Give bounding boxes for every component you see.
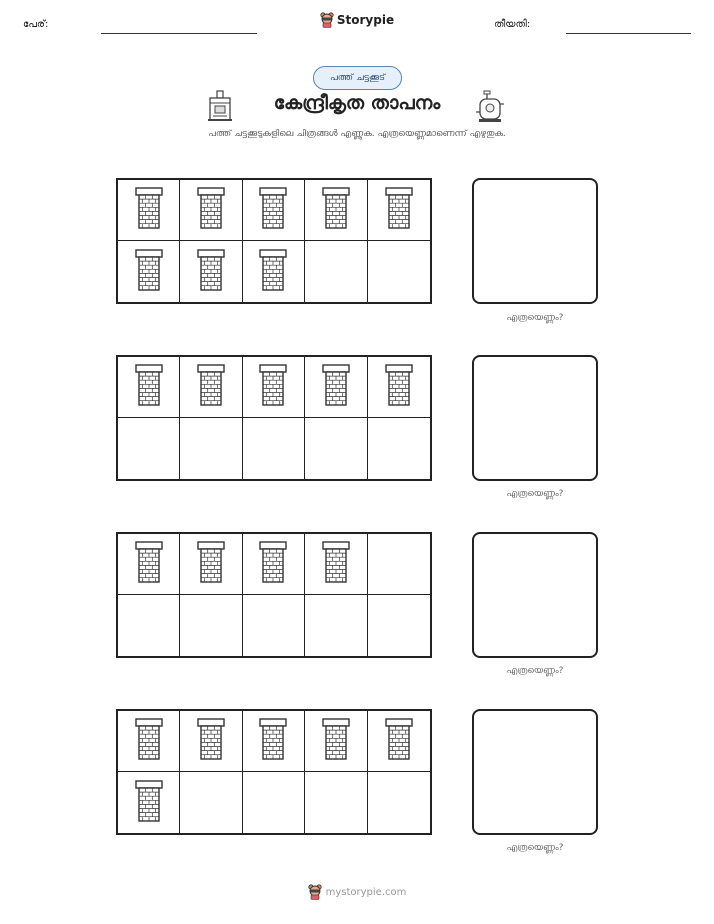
frame-cell xyxy=(305,180,367,241)
storypie-logo-icon xyxy=(320,12,334,28)
frame-cell xyxy=(243,180,305,241)
footer xyxy=(0,884,714,900)
chimney-icon xyxy=(258,186,288,234)
frame-cell xyxy=(368,534,430,595)
frame-cell xyxy=(243,711,305,772)
chimney-icon xyxy=(196,186,226,234)
frame-cell xyxy=(305,418,367,479)
chimney-icon xyxy=(258,717,288,765)
frame-cell xyxy=(180,180,242,241)
date-label: തീയതി: xyxy=(494,19,531,30)
chimney-icon xyxy=(134,779,164,827)
frame-cell xyxy=(118,357,180,418)
ten-frame-1 xyxy=(116,178,432,304)
ten-frame-3 xyxy=(116,532,432,658)
frame-cell xyxy=(368,595,430,656)
chimney-icon xyxy=(196,363,226,411)
answer-box-1[interactable] xyxy=(472,178,598,304)
frame-cell xyxy=(118,534,180,595)
frame-cell xyxy=(243,357,305,418)
topic-badge-text: പത്ത് ചട്ടക്കൂട് xyxy=(330,73,385,83)
name-field[interactable] xyxy=(101,33,257,34)
frame-cell xyxy=(243,534,305,595)
frame-cell xyxy=(368,772,430,833)
chimney-icon xyxy=(384,186,414,234)
chimney-icon xyxy=(321,363,351,411)
frame-cell xyxy=(305,711,367,772)
frame-cell xyxy=(180,711,242,772)
frame-cell xyxy=(305,772,367,833)
frame-cell xyxy=(180,772,242,833)
chimney-icon xyxy=(384,717,414,765)
chimney-icon xyxy=(134,186,164,234)
brand xyxy=(0,12,714,28)
ten-frame-2 xyxy=(116,355,432,481)
page-title: കേന്ദ്രീകൃത താപനം xyxy=(273,92,441,114)
answer-label-3: എത്രയെണ്ണം? xyxy=(506,666,564,676)
frame-cell xyxy=(118,772,180,833)
frame-cell xyxy=(305,534,367,595)
frame-cell xyxy=(305,595,367,656)
frame-cell xyxy=(180,418,242,479)
frame-cell xyxy=(118,180,180,241)
frame-cell xyxy=(180,595,242,656)
frame-cell xyxy=(118,241,180,302)
frame-cell xyxy=(368,180,430,241)
frame-cell xyxy=(243,241,305,302)
answer-label-4: എത്രയെണ്ണം? xyxy=(506,843,564,853)
chimney-icon xyxy=(258,540,288,588)
frame-cell xyxy=(368,418,430,479)
chimney-icon xyxy=(321,717,351,765)
frame-cell xyxy=(305,357,367,418)
chimney-icon xyxy=(196,248,226,296)
chimney-icon xyxy=(134,248,164,296)
answer-label-1: എത്രയെണ്ണം? xyxy=(506,313,564,323)
frame-cell xyxy=(243,418,305,479)
chimney-icon xyxy=(321,186,351,234)
ten-frame-4 xyxy=(116,709,432,835)
brand-name: Storypie xyxy=(336,13,395,27)
frame-cell xyxy=(118,595,180,656)
chimney-icon xyxy=(196,540,226,588)
chimney-icon xyxy=(134,717,164,765)
chimney-icon xyxy=(321,540,351,588)
chimney-icon xyxy=(134,363,164,411)
frame-cell xyxy=(180,241,242,302)
chimney-icon xyxy=(258,363,288,411)
frame-cell xyxy=(118,418,180,479)
frame-cell xyxy=(305,241,367,302)
frame-cell xyxy=(180,534,242,595)
chimney-icon xyxy=(196,717,226,765)
footer-url: mystorypie.com xyxy=(325,886,407,898)
answer-box-2[interactable] xyxy=(472,355,598,481)
storypie-logo-icon xyxy=(308,884,322,900)
frame-cell xyxy=(243,595,305,656)
answer-box-3[interactable] xyxy=(472,532,598,658)
frame-cell xyxy=(368,711,430,772)
chimney-icon xyxy=(134,540,164,588)
date-field[interactable] xyxy=(566,33,691,34)
name-label: പേര്: xyxy=(23,19,49,30)
title-row xyxy=(0,90,714,124)
answer-label-2: എത്രയെണ്ണം? xyxy=(506,489,564,499)
frame-cell xyxy=(118,711,180,772)
frame-cell xyxy=(368,241,430,302)
boiler-icon xyxy=(475,90,505,124)
frame-cell xyxy=(243,772,305,833)
instructions: പത്ത് ചട്ടക്കൂടുകളിലെ ചിത്രങ്ങൾ എണ്ണുക. എത്രയെണ്ണമാണെന്ന് എഴുതുക. xyxy=(208,129,506,139)
answer-box-4[interactable] xyxy=(472,709,598,835)
chimney-icon xyxy=(384,363,414,411)
chimney-icon xyxy=(258,248,288,296)
frame-cell xyxy=(180,357,242,418)
topic-badge xyxy=(313,66,402,90)
frame-cell xyxy=(368,357,430,418)
